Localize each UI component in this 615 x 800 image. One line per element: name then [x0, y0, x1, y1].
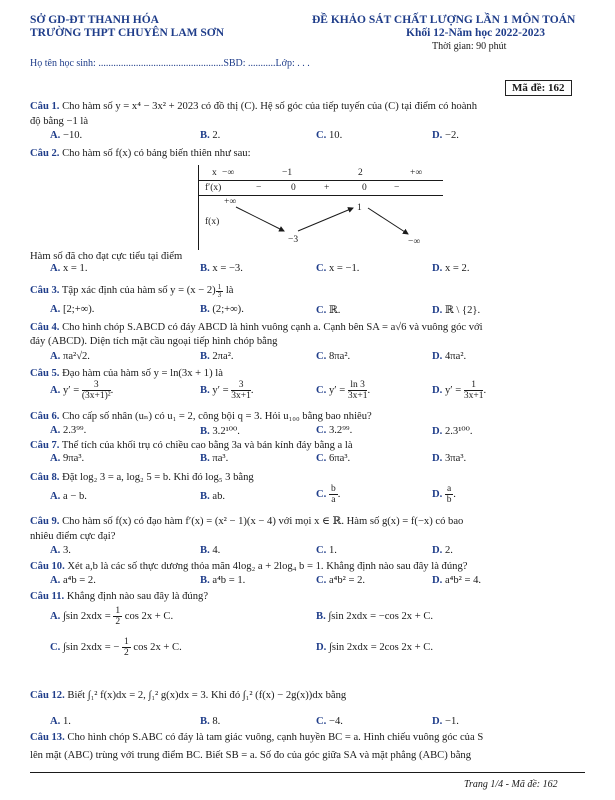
q4-option-a[interactable]: A. πa²√2. [50, 351, 90, 362]
q9-text: Câu 9. Cho hàm số f(x) có đạo hàm f′(x) = (x² − 1)(x − 4) với mọi x ∈ ℝ. Hàm số g(x) = f(−x) có bao [30, 516, 464, 527]
q6-option-b[interactable]: B. 3.2¹⁰⁰. [200, 426, 240, 437]
time-limit: Thời gian: 90 phút [432, 41, 507, 52]
q2-after-text: Hàm số đã cho đạt cực tiểu tại điểm [30, 251, 183, 262]
q11-text: Câu 11. Khẳng định nào sau đây là đúng? [30, 591, 209, 602]
f-val: 1 [357, 203, 362, 213]
q3-option-c[interactable]: C. ℝ. [316, 305, 341, 316]
q9-text-cont: nhiêu điểm cực đại? [30, 531, 116, 542]
q8-option-d[interactable]: D. $\frac{a}{b}$ . [432, 484, 456, 505]
table-f-label: f(x) [205, 217, 220, 227]
f-val: −3 [288, 235, 299, 245]
q1-text-cont: độ bằng −1 là [30, 116, 89, 127]
q4-text-cont: đáy (ABCD). Diện tích mặt cầu ngoại tiếp hình chóp bằng [30, 336, 278, 347]
q2-option-b[interactable]: B. x = −3. [200, 263, 243, 274]
x-val: 2 [358, 168, 363, 178]
student-info-line: Họ tên học sinh: ..................................................SBD: ...........Lớp: . . . [30, 58, 310, 69]
q5-text: Câu 5. Đạo hàm của hàm số y = ln(3x + 1) là [30, 368, 223, 379]
q6-option-c[interactable]: C. 3.2⁹⁹. [316, 425, 353, 436]
q7-option-b[interactable]: B. πa³. [200, 453, 229, 464]
q12-option-d[interactable]: D. −1. [432, 716, 459, 727]
q1-option-b[interactable]: B. 2. [200, 130, 221, 141]
table-fp-label: f′(x) [205, 183, 222, 193]
fp-sign: 0 [291, 183, 296, 193]
f-val: −∞ [408, 237, 421, 247]
q4-option-c[interactable]: C. 8πa². [316, 351, 351, 362]
x-val: −∞ [222, 168, 235, 178]
q12-text: Câu 12. Biết ∫₁² f(x)dx = 2, ∫₁² g(x)dx = 3. Khi đó ∫₁² (f(x) − 2g(x))dx bằng [30, 690, 347, 701]
q8-option-a[interactable]: A. a − b. [50, 491, 87, 502]
q5-option-d[interactable]: D. y′ = $\frac{1}{3x+1}$ . [432, 380, 487, 401]
fp-sign: + [324, 183, 330, 193]
q12-option-c[interactable]: C. −4. [316, 716, 343, 727]
q1-option-c[interactable]: C. 10. [316, 130, 343, 141]
grade-year: Khối 12-Năm học 2022-2023 [406, 27, 545, 39]
table-x-label: x [212, 168, 217, 178]
q9-option-a[interactable]: A. 3. [50, 545, 71, 556]
q10-option-b[interactable]: B. a⁴b = 1. [200, 575, 246, 586]
q6-text: Câu 6. Cho cấp số nhân (uₙ) có u₁ = 2, công bội q = 3. Hỏi u₁₀₀ bằng bao nhiêu? [30, 411, 372, 422]
exam-code-box: Mã đề: 162 [505, 80, 572, 96]
q6-option-a[interactable]: A. 2.3⁹⁹. [50, 425, 87, 436]
q10-text: Câu 10. Xét a,b là các số thực dương thỏa mãn 4log₂ a + 2log₄ b = 1. Khẳng định nào sau đây là đúng? [30, 561, 468, 572]
q1-option-a[interactable]: A. −10. [50, 130, 83, 141]
q3-option-b[interactable]: B. (2;+∞). [200, 304, 244, 315]
exam-title: ĐỀ KHẢO SÁT CHẤT LƯỢNG LẦN 1 MÔN TOÁN [312, 14, 576, 26]
q12-option-a[interactable]: A. 1. [50, 716, 71, 727]
q2-option-d[interactable]: D. x = 2. [432, 263, 470, 274]
q8-option-c[interactable]: C. $\frac{b}{a}$ . [316, 484, 341, 505]
q3-text: Câu 3. Tập xác định của hàm số y = (x − 2) $^{\frac{1}{3}}$ là [30, 283, 234, 299]
q10-option-c[interactable]: C. a⁴b² = 2. [316, 575, 366, 586]
fp-sign: − [394, 183, 400, 193]
q2-option-a[interactable]: A. x = 1. [50, 263, 88, 274]
q11-option-b[interactable]: B. ∫sin 2xdx = −cos 2x + C. [316, 611, 434, 622]
q5-option-a[interactable]: A. y′ = $\frac{3}{\text{(3x+1)²}}$ . [50, 380, 114, 401]
q2-text: Câu 2. Cho hàm số f(x) có bảng biến thiên như sau: [30, 148, 251, 159]
q9-option-b[interactable]: B. 4. [200, 545, 221, 556]
q2-option-c[interactable]: C. x = −1. [316, 263, 360, 274]
q12-option-b[interactable]: B. 8. [200, 716, 221, 727]
q1-option-d[interactable]: D. −2. [432, 130, 459, 141]
q8-text: Câu 8. Đặt log₂ 3 = a, log₂ 5 = b. Khi đó log₅ 3 bằng [30, 472, 254, 483]
x-val: −1 [282, 168, 293, 178]
q11-option-d[interactable]: D. ∫sin 2xdx = 2cos 2x + C. [316, 642, 433, 653]
page-footer: Trang 1/4 - Mã đề: 162 [464, 779, 558, 790]
q7-option-a[interactable]: A. 9πa³. [50, 453, 85, 464]
q9-option-c[interactable]: C. 1. [316, 545, 337, 556]
school-name: TRƯỜNG THPT CHUYÊN LAM SƠN [30, 27, 225, 39]
q13-text-cont: lên mặt (ABC) trùng với trung điểm BC. Biết SB = a. Số đo của góc giữa SA và mặt phẳng (ABC) bằng [30, 750, 472, 761]
q11-option-c[interactable]: C. ∫sin 2xdx = − $\frac{1}{2}$ cos 2x + C. [50, 637, 182, 658]
q7-text: Câu 7. Thể tích của khối trụ có chiều cao bằng 3a và bán kính đáy bằng a là [30, 440, 353, 451]
fp-sign: 0 [362, 183, 367, 193]
dept-name: SỞ GD-ĐT THANH HÓA [30, 14, 159, 26]
q4-option-b[interactable]: B. 2πa². [200, 351, 234, 362]
q4-text: Câu 4. Cho hình chóp S.ABCD có đáy ABCD là hình vuông cạnh a. Cạnh bên SA = a√6 và vuông góc với [30, 322, 483, 333]
fp-sign: − [256, 183, 262, 193]
q11-option-a[interactable]: A. ∫sin 2xdx = $\frac{1}{2}$ cos 2x + C. [50, 606, 174, 627]
q5-option-b[interactable]: B. y′ = $\frac{3}{3x+1}$ . [200, 380, 254, 401]
q10-option-a[interactable]: A. a⁴b = 2. [50, 575, 96, 586]
q13-text: Câu 13. Cho hình chóp S.ABC có đáy là tam giác vuông, cạnh huyền BC = a. Hình chiếu vuông góc của S [30, 732, 484, 743]
footer-divider [30, 772, 585, 773]
q10-option-d[interactable]: D. a⁴b² = 4. [432, 575, 482, 586]
q8-option-b[interactable]: B. ab. [200, 491, 226, 502]
f-val: +∞ [224, 197, 237, 207]
q4-option-d[interactable]: D. 4πa². [432, 351, 467, 362]
q7-option-c[interactable]: C. 6πa³. [316, 453, 351, 464]
q3-option-d[interactable]: D. ℝ \ {2}. [432, 305, 481, 316]
q6-option-d[interactable]: D. 2.3¹⁰⁰. [432, 426, 473, 437]
q3-option-a[interactable]: A. [2;+∞). [50, 304, 95, 315]
q5-option-c[interactable]: C. y′ = $\frac{\ln 3}{3x+1}$ . [316, 380, 371, 401]
variation-arrows [198, 195, 443, 250]
x-val: +∞ [410, 168, 423, 178]
q1-text: Câu 1. Cho hàm số y = x⁴ − 3x² + 2023 có đồ thị (C). Hệ số góc của tiếp tuyến của (C) tại điểm có hoành [30, 101, 478, 112]
q7-option-d[interactable]: D. 3πa³. [432, 453, 467, 464]
q9-option-d[interactable]: D. 2. [432, 545, 453, 556]
